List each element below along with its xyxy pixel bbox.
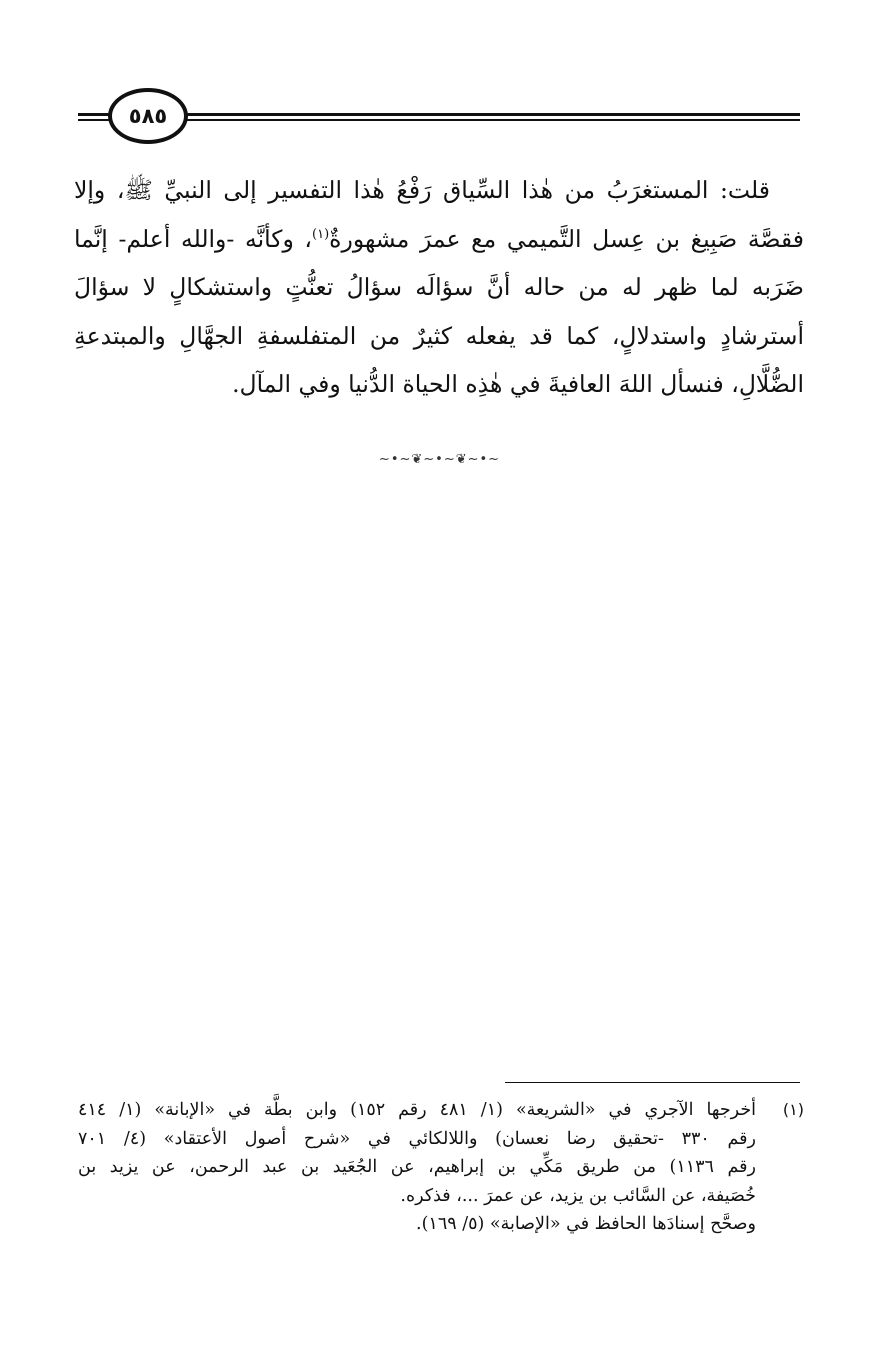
page-number-badge [108,88,188,144]
footnote-ref[interactable]: (١) [312,226,330,242]
page-number: ٥٨٥ [128,104,168,128]
footnote-line-5: وصحَّح إسنادَها الحافظ في «الإصابة» (٥/ ١٦٩). [416,1214,756,1234]
footnote-line-1: أخرجها الآجري في «الشريعة» (١/ ٤٨١ رقم ١٥٢) وابن بطَّة في «الإبانة» (١/ ٤١٤ [78,1100,757,1120]
text-line-2 [74,215,804,264]
page-header [78,86,800,146]
footnote-line-2: رقم ٣٣٠ -تحقيق رضا نعسان) واللالكائي في «شرح أصول الأعتقاد» (٤/ ٧٠١ [78,1128,756,1149]
text-line-4: أسترشادٍ واستدلالٍ، كما قد يفعله كثيرٌ من المتفلسفةِ الجهَّالِ والمبتدعةِ [74,321,804,350]
footnote-line-4: خُصَيفة، عن السَّائب بن يزيد، عن عمرَ ...، فذكره. [400,1185,756,1206]
main-text [74,166,804,409]
text-line-2a: فقصَّة صَبِيغ بن عِسل التَّميمي مع عمرَ مشهورةٌ [329,224,804,253]
text-line-5: الضُّلَّالِ، فنسأل اللهَ العافيةَ في هٰذِه الحياة الدُّنيا وفي المآل. [232,370,804,398]
footnote-body [78,1096,756,1239]
text-line-3: ضَرَبه لما ظهر له من حاله أنَّ سؤالَه سؤالُ تعنُّتٍ واستشكالٍ لا سؤالَ [74,273,804,301]
section-ornament: ~•~❦~•~❦~•~ [378,452,501,467]
footnote-rule [505,1082,800,1083]
footnotes [78,1096,804,1239]
text-line-2b: ، وكأنَّه -والله أعلم- إنَّما [74,224,313,253]
footnote-marker: (١) [782,1100,804,1119]
text-line-1: قلت: المستغرَبُ من هٰذا السِّياق رَفْعُ هٰذا التفسير إلى النبيِّ ﷺ، وإلا [74,176,770,204]
footnote-line-3: رقم ١١٣٦) من طريق مَكِّي بن إبراهيم، عن الجُعَيد بن عبد الرحمن، عن يزيد بن [78,1157,756,1177]
